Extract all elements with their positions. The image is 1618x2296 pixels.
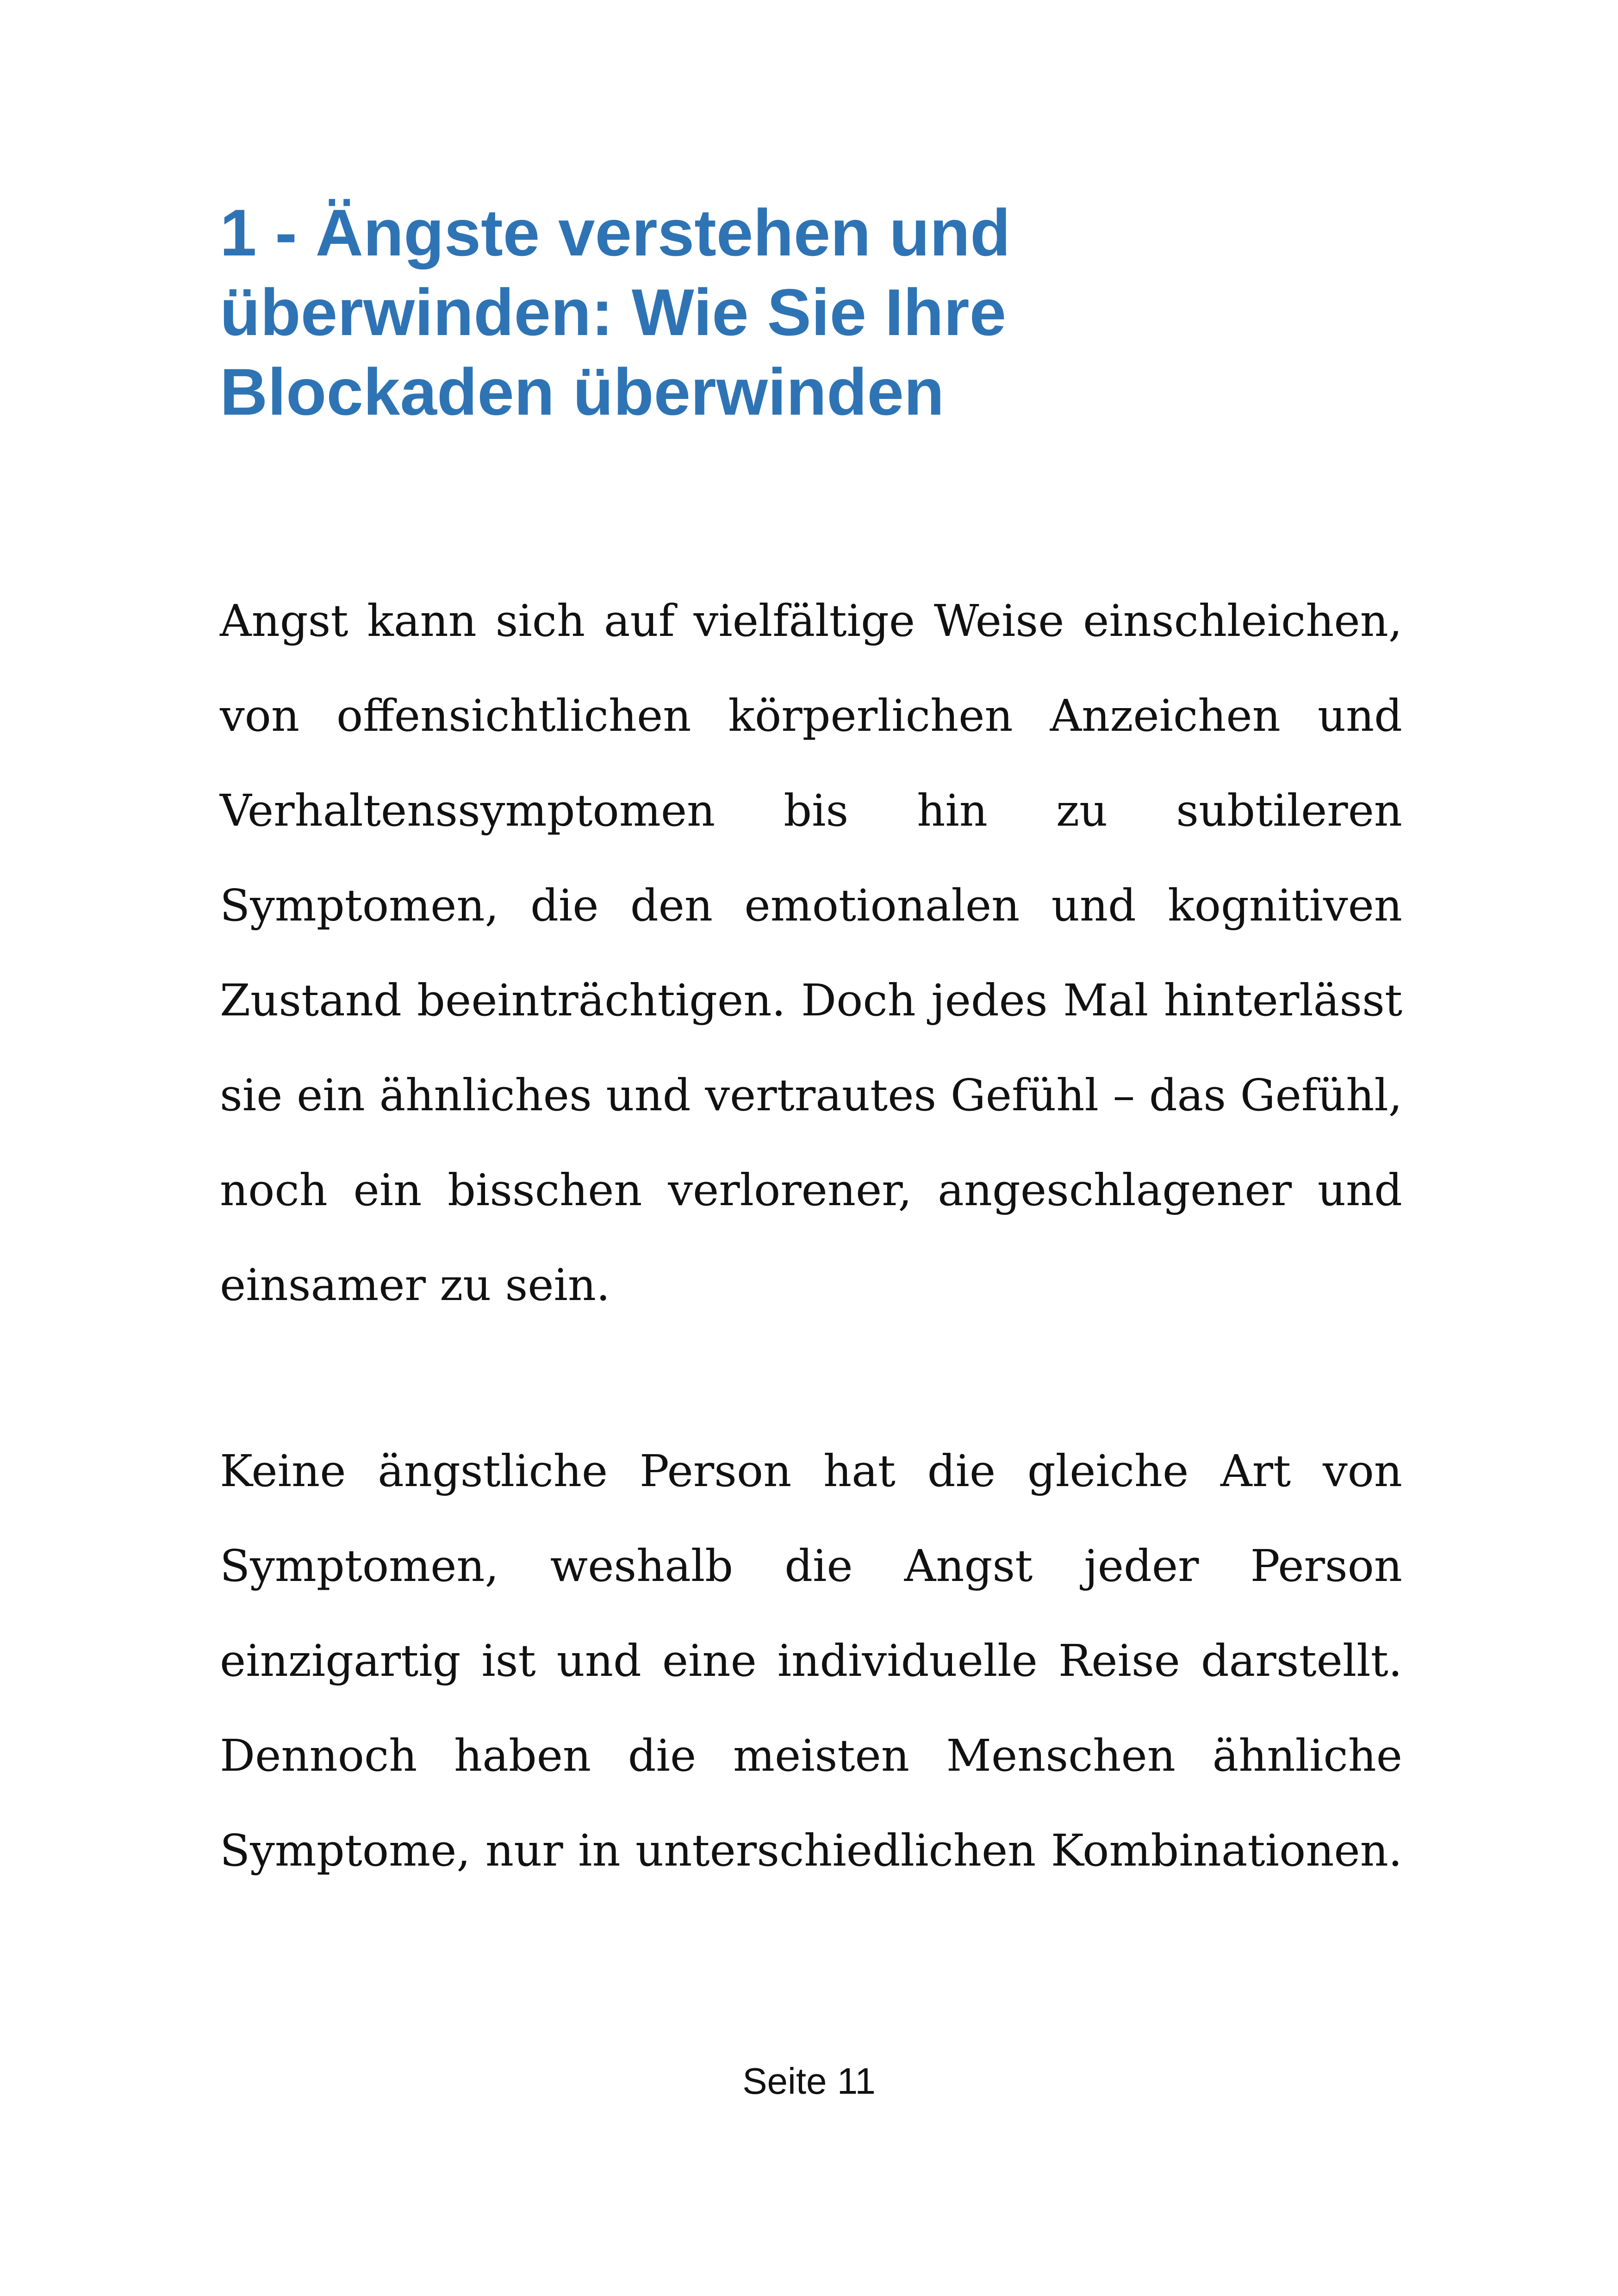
paragraph-line: sie ein ähnliches und vertrautes Gefühl – das Gefühl,: [220, 1070, 1402, 1121]
paragraph-2: [220, 1424, 1402, 1898]
paragraph-line: Symptomen, weshalb die Angst jeder Person: [220, 1541, 1402, 1592]
paragraph-line: Keine ängstliche Person hat die gleiche Art von: [220, 1446, 1402, 1497]
paragraph-line: noch ein bisschen verlorener, angeschlagener und: [220, 1165, 1402, 1216]
paragraph-line: einsamer zu sein.: [220, 1260, 610, 1311]
paragraph-1: [220, 574, 1402, 1333]
paragraph-line: Dennoch haben die meisten Menschen ähnliche: [220, 1730, 1402, 1781]
paragraph-line: Angst kann sich auf vielfältige Weise einschleichen,: [220, 596, 1402, 647]
paragraph-line: Symptomen, die den emotionalen und kognitiven: [220, 880, 1402, 931]
paragraph-line: Zustand beeinträchtigen. Doch jedes Mal hinterlässt: [220, 975, 1402, 1026]
paragraph-line: Symptome, nur in unterschiedlichen Kombinationen.: [220, 1825, 1402, 1876]
page-number: Seite 11: [742, 2060, 876, 2102]
paragraph-line: von offensichtlichen körperlichen Anzeichen und: [220, 691, 1402, 741]
chapter-title-line: 1 - Ängste verstehen und: [220, 196, 1011, 270]
chapter-title-line: überwinden: Wie Sie Ihre: [220, 276, 1007, 349]
paragraph-line: einzigartig ist und eine individuelle Reise darstellt.: [220, 1636, 1402, 1686]
paragraph-line: Verhaltenssymptomen bis hin zu subtileren: [220, 785, 1402, 836]
chapter-title: [220, 193, 1423, 432]
chapter-title-line: Blockaden überwinden: [220, 355, 945, 429]
